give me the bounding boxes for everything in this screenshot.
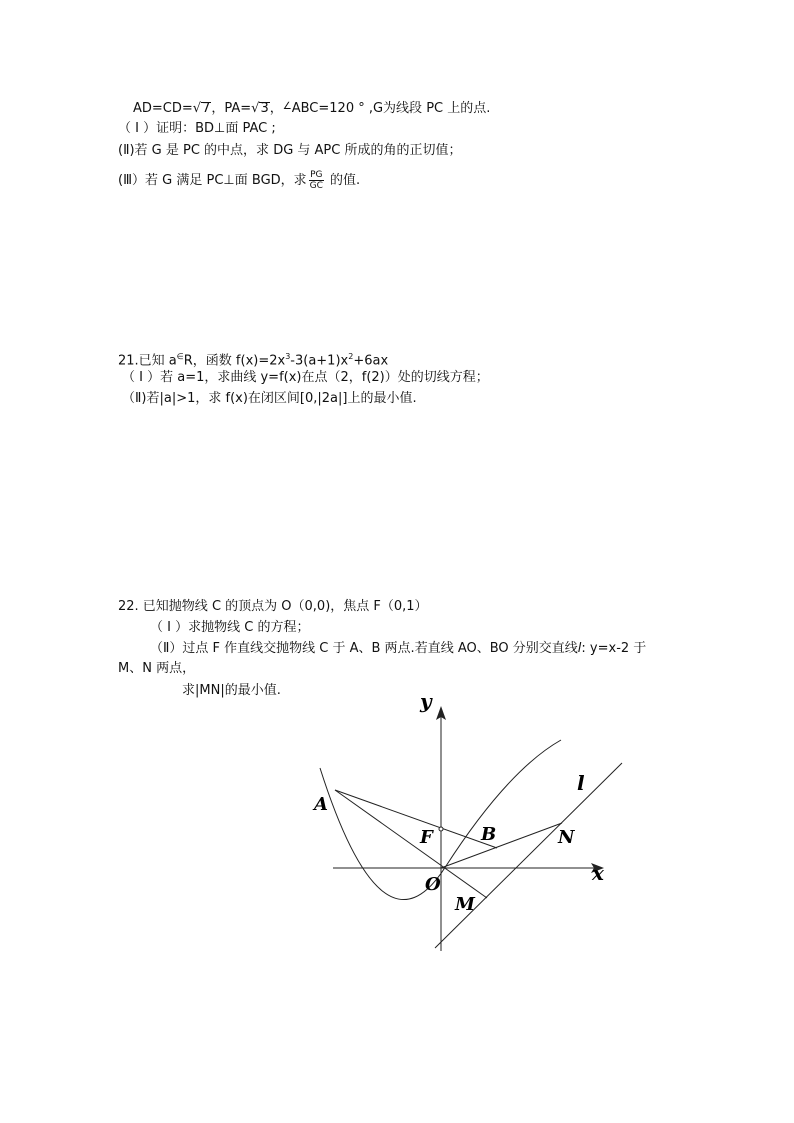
label-f: F bbox=[420, 827, 433, 848]
q21-part2: （Ⅱ)若|a|>1，求 f(x)在闭区间[0,|2a|]上的最小值. bbox=[122, 391, 417, 406]
element-of-symbol: ∈ bbox=[176, 352, 184, 361]
q22-part2: （Ⅱ）过点 F 作直线交抛物线 C 于 A、B 两点.若直线 AO、BO 分别交直线l: y=x-2 于 bbox=[150, 641, 647, 656]
sqrt-symbol: √ bbox=[251, 101, 260, 116]
q22-stem: 22. 已知抛物线 C 的顶点为 O（0,0)，焦点 F（0,1） bbox=[118, 599, 428, 614]
q20-part1: （ I ）证明：BD⊥面 PAC ; bbox=[118, 121, 276, 136]
q22-part2-continued: M、N 两点， bbox=[118, 661, 196, 676]
q22-part2-ask: 求|MN|的最小值. bbox=[182, 683, 281, 698]
sqrt-symbol: √ bbox=[192, 101, 202, 116]
focus-point bbox=[439, 827, 443, 831]
label-y: y bbox=[420, 689, 432, 713]
q20-part2: (Ⅱ)若 G 是 PC 的中点，求 DG 与 APC 所成的角的正切值； bbox=[118, 143, 462, 158]
label-o: O bbox=[425, 874, 441, 895]
chord-ab bbox=[335, 790, 497, 848]
label-l: l bbox=[577, 771, 585, 795]
q21-stem: 21.已知 a∈R，函数 $f(x)=2x^3-3(a+1)x^2+6ax$ bbox=[118, 352, 389, 369]
angle-symbol: ∠ bbox=[282, 101, 292, 112]
q22-part1: （ I ）求抛物线 C 的方程； bbox=[150, 620, 310, 635]
label-a: A bbox=[314, 794, 328, 815]
label-b: B bbox=[481, 824, 497, 845]
label-x: x bbox=[592, 861, 604, 885]
q21-part1: （ I ）若 a=1，求曲线 y=f(x)在点（2，f(2)）处的切线方程； bbox=[122, 370, 489, 385]
q20-part3: (Ⅲ）若 G 满足 PC⊥面 BGD，求 $\frac{PG}{GC}$ 的值. bbox=[118, 170, 361, 191]
label-m: M bbox=[455, 894, 475, 915]
ratio-fraction: $\frac{PG}{GC}$ bbox=[309, 170, 323, 191]
line-l bbox=[435, 763, 622, 948]
line-aom bbox=[335, 790, 487, 898]
q20-given: AD=CD=√7，PA=√3，∠ABC=120 ° ,G为线段 PC 上的点. bbox=[133, 101, 491, 116]
label-n: N bbox=[558, 827, 575, 848]
